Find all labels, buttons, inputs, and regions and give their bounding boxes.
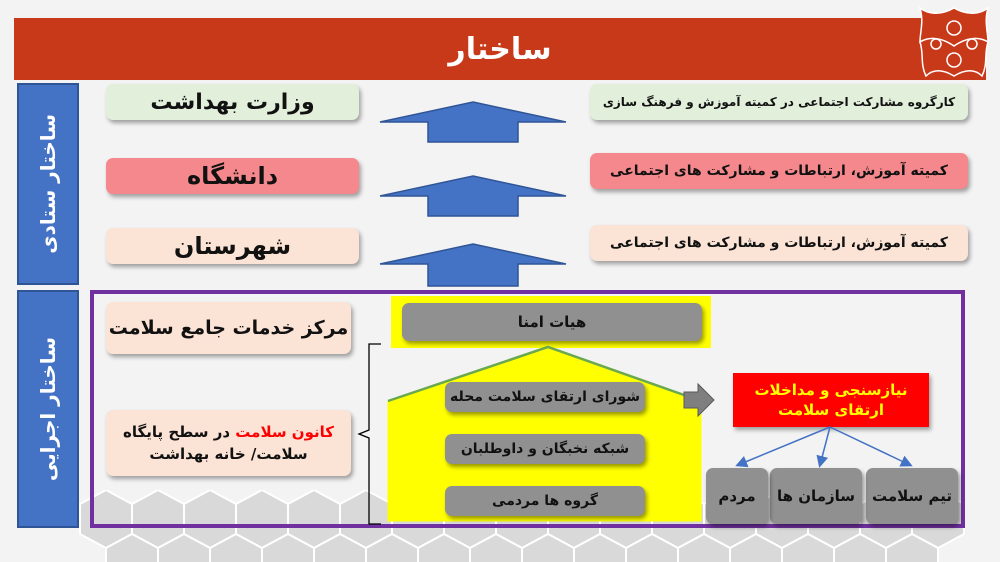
house-item-council: شورای ارتقای سلامت محله bbox=[445, 382, 645, 412]
target-organizations: سازمان ها bbox=[770, 468, 862, 524]
target-people: مردم bbox=[706, 468, 768, 524]
upward-arrows bbox=[378, 100, 568, 288]
level-county: شهرستان bbox=[106, 228, 359, 264]
exec-structure-bar bbox=[17, 290, 79, 528]
kanoon-highlight: کانون سلامت bbox=[235, 422, 335, 441]
bracket bbox=[355, 340, 385, 528]
committee-county: کمیته آموزش، ارتباطات و مشارکت های اجتماعی bbox=[590, 225, 968, 261]
page-title: ساختار bbox=[448, 31, 552, 67]
kanoon-rest-1: در سطح پایگاه bbox=[123, 422, 236, 441]
right-arrow bbox=[682, 382, 716, 418]
house-item-groups: گروه ها مردمی bbox=[445, 486, 645, 516]
committee-ministry: کارگروه مشارکت اجتماعی در کمیته آموزش و فرهنگ سازی bbox=[590, 84, 968, 120]
board-box: هیات امنا bbox=[402, 303, 702, 341]
level-ministry: وزارت بهداشت bbox=[106, 84, 359, 120]
needs-assessment-box: نیازسنجی و مداخلات ارتقای سلامت bbox=[733, 373, 929, 427]
house-item-network: شبکه نخبگان و داوطلبان bbox=[445, 434, 645, 464]
kanoon-box bbox=[106, 410, 351, 476]
staff-structure-bar bbox=[17, 83, 79, 285]
committee-university: کمیته آموزش، ارتباطات و مشارکت های اجتماعی bbox=[590, 153, 968, 189]
kanoon-rest-2: سلامت/ خانه بهداشت bbox=[149, 445, 308, 463]
target-health-team: تیم سلامت bbox=[866, 468, 958, 524]
ornament-logo bbox=[918, 6, 990, 78]
health-center-box: مرکز خدمات جامع سلامت bbox=[106, 302, 351, 354]
staff-structure-label: ساختار ستادی bbox=[36, 114, 60, 254]
header-band bbox=[14, 18, 986, 80]
up-arrow-3 bbox=[380, 244, 566, 286]
up-arrow-1 bbox=[380, 102, 566, 142]
level-university: دانشگاه bbox=[106, 158, 359, 194]
exec-structure-label: ساختار اجرایی bbox=[36, 336, 60, 482]
up-arrow-2 bbox=[380, 176, 566, 216]
